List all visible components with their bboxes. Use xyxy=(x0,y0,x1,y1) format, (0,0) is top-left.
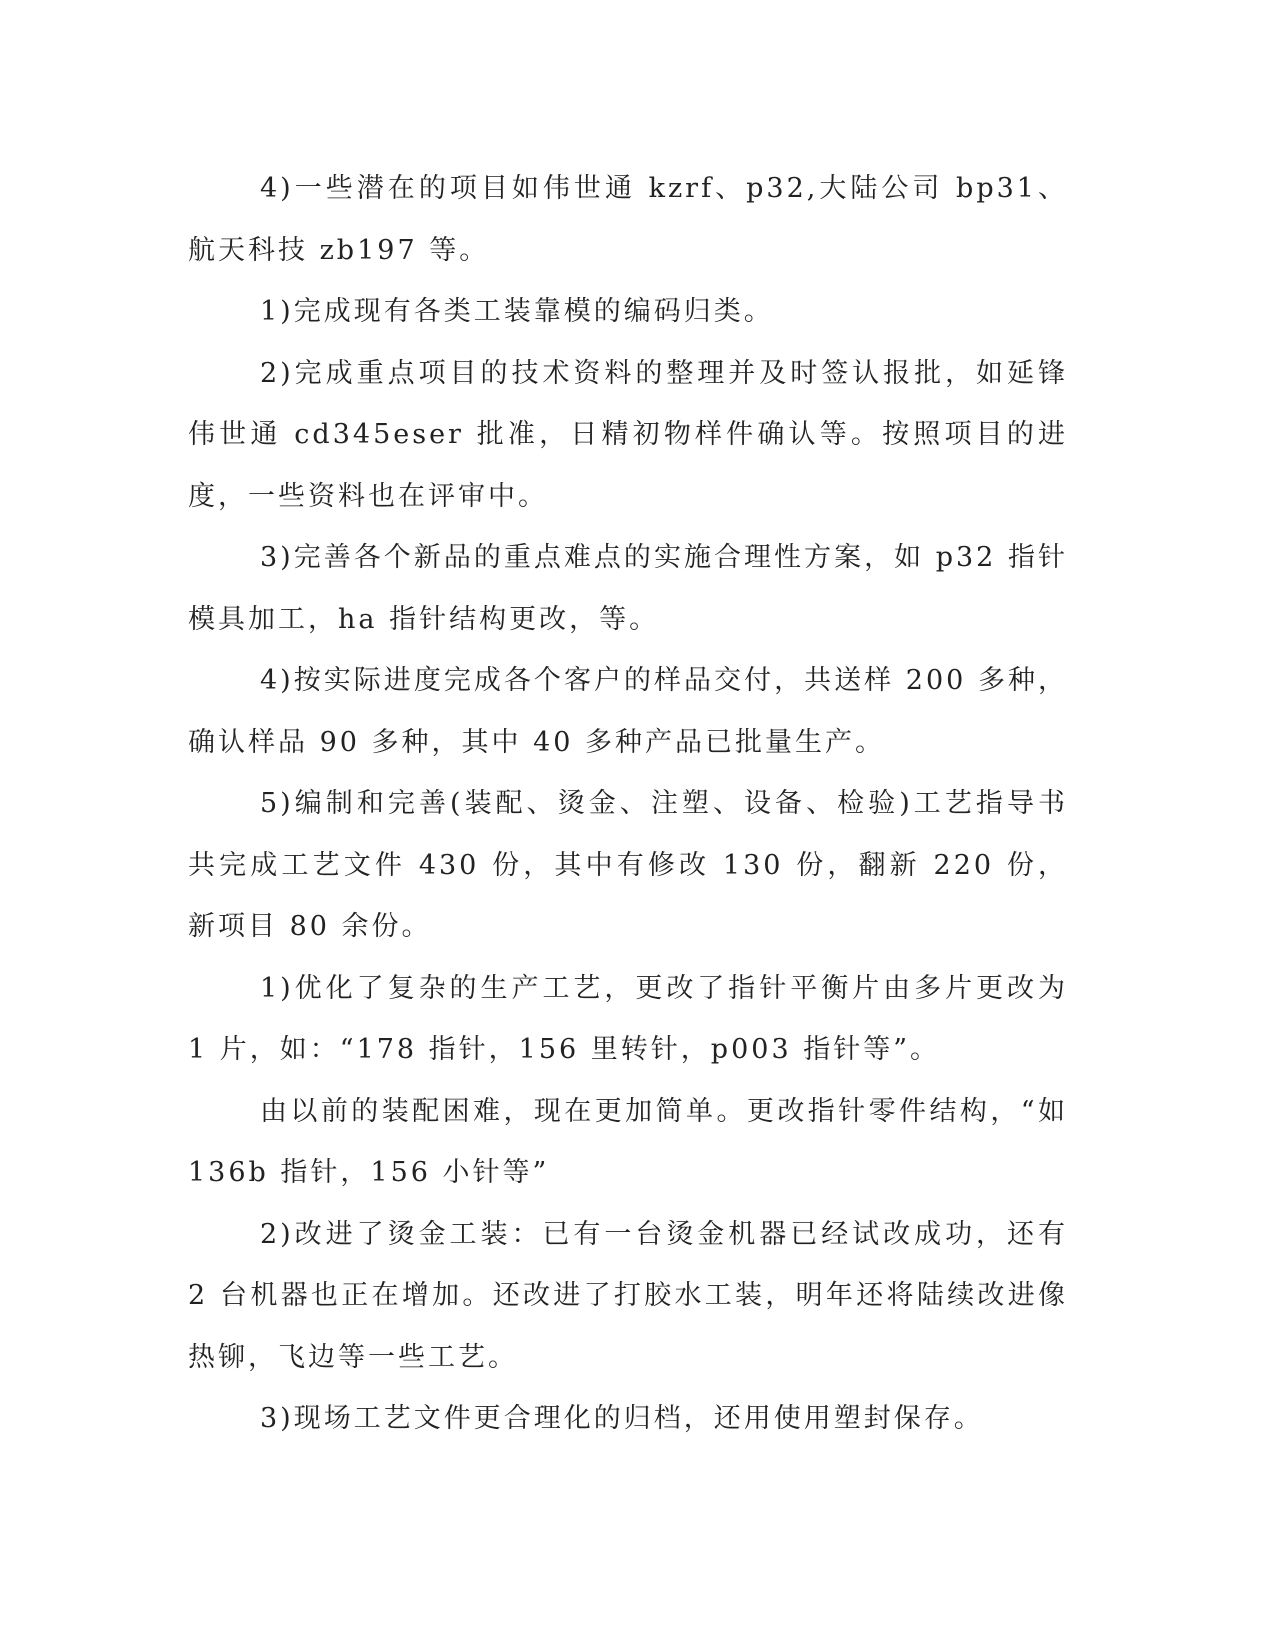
document-body xyxy=(188,158,1068,1450)
paragraph-process-optimization: 1)优化了复杂的生产工艺，更改了指针平衡片由多片更改为 1 片，如：“178 指针，156 里转针，p003 指针等”。 xyxy=(188,972,1068,1065)
paragraph-assembly-simplified: 由以前的装配困难，现在更加简单。更改指针零件结构，“如 136b 指针，156 小针等” xyxy=(188,1095,1068,1188)
paragraph-fixture-coding: 1)完成现有各类工装靠模的编码归类。 xyxy=(260,296,774,327)
paragraph-hot-stamping-fixture: 2)改进了烫金工装：已有一台烫金机器已经试改成功，还有 2 台机器也正在增加。还改进了打胶水工装，明年还将陆续改进像热铆，飞边等一些工艺。 xyxy=(188,1218,1068,1373)
paragraph-potential-projects: 4)一些潜在的项目如伟世通 kzrf、p32,大陆公司 bp31、航天科技 zb197 等。 xyxy=(188,173,1068,266)
paragraph-new-product-plans: 3)完善各个新品的重点难点的实施合理性方案，如 p32 指针模具加工，ha 指针结构更改，等。 xyxy=(188,542,1068,635)
paragraph-sample-delivery: 4)按实际进度完成各个客户的样品交付，共送样 200 多种，确认样品 90 多种，其中 40 多种产品已批量生产。 xyxy=(188,665,1068,758)
paragraph-technical-documents: 2)完成重点项目的技术资料的整理并及时签认报批，如延锋伟世通 cd345eser 批准，日精初物样件确认等。按照项目的进度，一些资料也在评审中。 xyxy=(188,357,1068,512)
paragraph-process-instructions: 5)编制和完善(装配、烫金、注塑、设备、检验)工艺指导书共完成工艺文件 430 份，其中有修改 130 份，翻新 220 份，新项目 80 余份。 xyxy=(188,788,1068,942)
paragraph-file-archiving: 3)现场工艺文件更合理化的归档，还用使用塑封保存。 xyxy=(260,1403,984,1434)
